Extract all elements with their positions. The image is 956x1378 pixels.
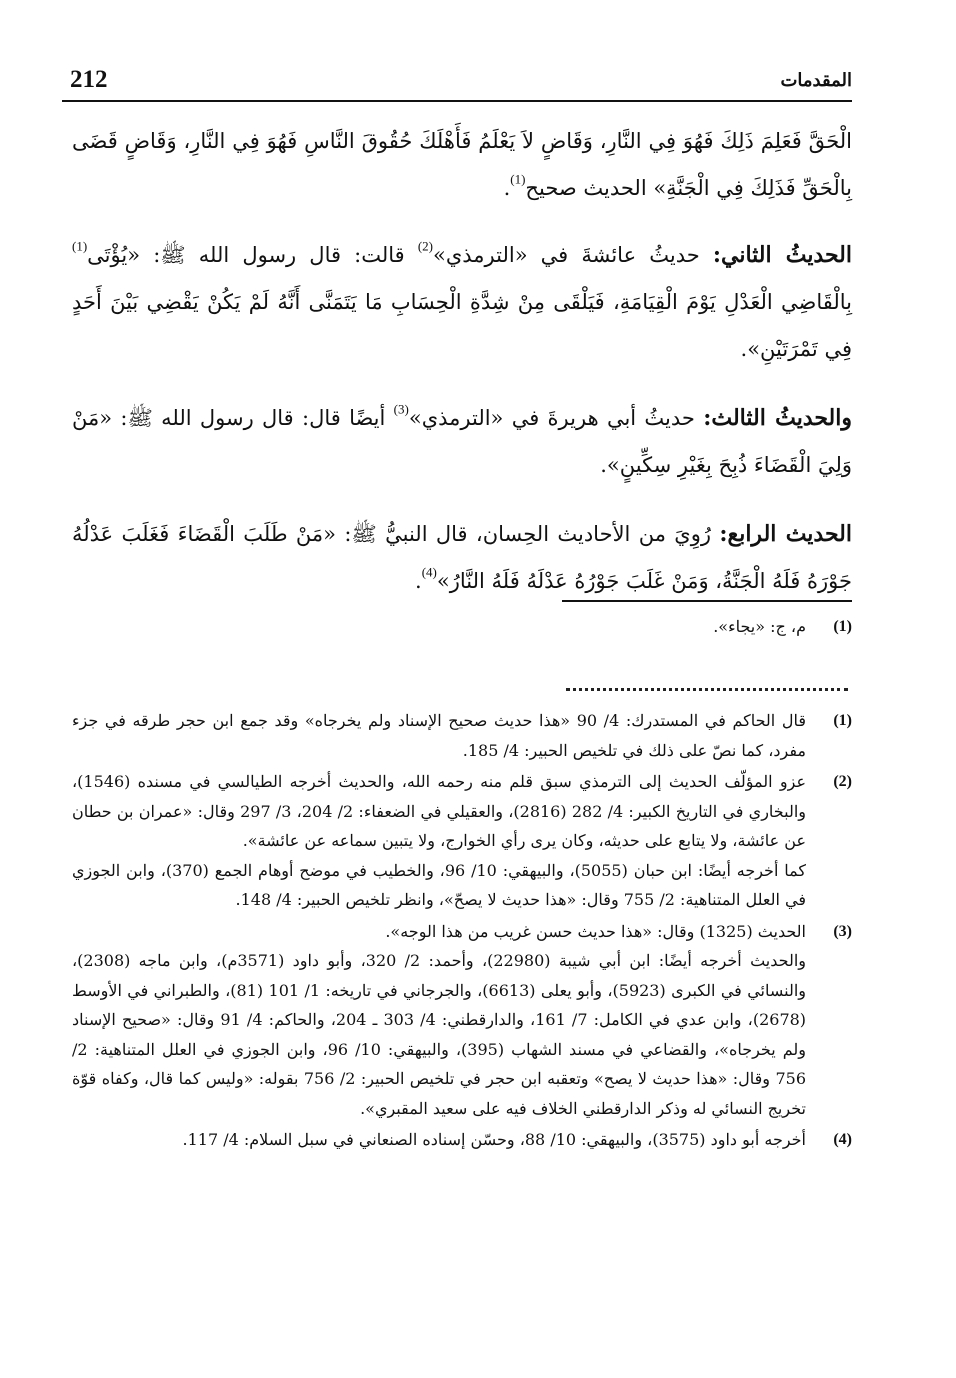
- footnote-number: (4): [833, 1131, 852, 1148]
- footnote-text: قال الحاكم في المستدرك: 4/ 90 «هذا حديث صحيح الإسناد ولم يخرجاه» وقد جمع ابن حجر طرقه في جزء مفرد، كما نصّ على ذلك في تلخيص الحبير: 4/ 185.: [72, 711, 807, 760]
- footnote-text: عزو المؤلّف الحديث إلى الترمذي سبق قلم منه رحمه الله، والحديث أخرجه الطيالسي في مسنده (1546)، والبخاري في التاريخ الكبير: 4/ 282 (2816)، والعقيلي في الضعفاء: 2/ 204، 3/ 297 وقال: «عمران بن حطان عن عائشة، ولا يتابع على حديثه، وكان يرى رأي الخوارج، ولا يتبين سماعه عن عائشة».: [72, 772, 807, 850]
- footnote-number: (3): [833, 922, 852, 940]
- paragraph-text: حديثُ أبي هريرةَ في «الترمذي»: [408, 406, 695, 430]
- paragraph-text: الْحَقَّ فَعَلِمَ ذَلِكَ فَهُوَ فِي النَّارِ، وَقَاضٍ لاَ يَعْلَمُ فَأَهْلَكَ حُقُوقَ النَّاسِ فَهُوَ فِي النَّارِ، وَقَاضٍ قَضَى بِالْحَقِّ فَذَلِكَ فِي الْجَنَّةِ» الحديث صحيح: [72, 129, 852, 200]
- footnote-ref: (3): [393, 401, 409, 417]
- footnote-ref: (1): [510, 171, 526, 187]
- dotted-separator: [566, 688, 848, 691]
- variant-note-ref: (1): [72, 238, 88, 254]
- punctuation: .: [503, 176, 511, 200]
- main-text: [72, 118, 852, 627]
- header-rule: [62, 100, 852, 102]
- paragraph-hadith-2: [72, 232, 852, 373]
- footnote-text: الحديث (1325) وقال: «هذا حديث حسن غريب من هذا الوجه».: [385, 921, 806, 941]
- section-heading: والحديثُ الثالث:: [703, 405, 852, 431]
- footnote-separator: [562, 600, 852, 602]
- footnotes: [72, 706, 852, 1155]
- footnote-text: م، ج: «يجاء».: [713, 617, 806, 636]
- footnote: [72, 1125, 852, 1155]
- footnote-number: (1): [833, 712, 852, 729]
- footnote-text: والحديث أخرجه أيضًا: ابن أبي شيبة (22980)، وأحمد: 2/ 320، وأبو داود (3571م)، وابن ماجه (2308)، والنسائي في الكبرى (5923)، وأبو يعلى (6613)، والجرجاني في تاريخه: 1/ 101 (81)، والطبراني في الأوسط (2678)، وابن عدي في الكامل: 7/ 161، والدارقطني: 4/ 303 ـ 204، والحاكم: 4/ 91 وقال: «صحيح الإسناد ولم يخرجاه»، والقضاعي في مسند الشهاب (395)، والبيهقي: 10/ 96، وابن الجوزي في العلل المتناهية: 2/ 756 وقال: «هذا حديث لا يصح» وتعقبه ابن حجر في تلخيص الحبير: 2/ 756 بقوله: «وليس كما قال، وكفاه قوّة تخريج النسائي له وذكر الدارقطني الخلاف فيه على سعيد المقبري».: [72, 951, 807, 1118]
- footnote: [72, 706, 852, 765]
- paragraph-hadith-4: [72, 511, 852, 605]
- footnote-number: (1): [833, 618, 852, 635]
- footnote-ref: (4): [421, 564, 437, 580]
- footnote: [72, 767, 852, 915]
- running-head: المقدمات: [780, 70, 852, 91]
- punctuation: .: [415, 569, 422, 593]
- paragraph-text: قالت: قال رسول الله ﷺ: «يُؤْتَى: [87, 243, 418, 267]
- paragraph-intro: [72, 118, 852, 212]
- page-header: [62, 58, 852, 102]
- footnote: [72, 917, 852, 1124]
- footnote-text: كما أخرجه أيضًا: ابن حبان (5055)، والبيهقي: 10/ 96، والخطيب في موضح أوهام الجمع (370)، وابن الجوزي في العلل المتناهية: 2/ 755 وقال: «هذا حديث لا يصحّ»، وانظر تلخيص الحبير: 4/ 148.: [72, 860, 807, 909]
- paragraph-text: بِالْقَاضِي الْعَدْلِ يَوْمَ الْقِيَامَةِ، فَيَلْقَى مِنْ شِدَّةِ الْحِسَابِ مَا يَتَمَنَّى أَنَّهُ لَمْ يَكُنْ يَقْضِي بَيْنَ أَحَدٍ فِي تَمْرَتَيْنِ».: [72, 290, 852, 361]
- page-number: 212: [70, 66, 108, 93]
- section-heading: الحديث الرابع:: [719, 521, 852, 547]
- paragraph-text: حديثُ عائشةَ في «الترمذي»: [432, 243, 700, 267]
- paragraph-hadith-3: [72, 395, 852, 489]
- footnote-ref: (2): [417, 238, 433, 254]
- section-heading: الحديثُ الثاني:: [712, 242, 853, 268]
- paragraph-text: أيضًا قال: قال رسول الله ﷺ: «مَنْ وَلِيَ الْقَضَاءَ ذُبِحَ بِغَيْرِ سِكِّينٍ».: [72, 406, 852, 477]
- variant-notes: [72, 612, 852, 642]
- footnote-text: أخرجه أبو داود (3575)، والبيهقي: 10/ 88، وحسّن إسناده الصنعاني في سبل السلام: 4/ 117.: [182, 1130, 806, 1149]
- variant-note: [72, 612, 852, 642]
- paragraph-text: رُوِيَ من الأحاديث الحِسان، قال النبيُّ ﷺ: «مَنْ طَلَبَ الْقَضَاءَ فَغَلَبَ عَدْلُهُ جَوْرَهُ فَلَهُ الْجَنَّةُ، وَمَنْ غَلَبَ جَوْرُهُ عَدْلَهُ فَلَهُ النَّارُ»: [72, 522, 852, 593]
- footnote-number: (2): [833, 773, 852, 790]
